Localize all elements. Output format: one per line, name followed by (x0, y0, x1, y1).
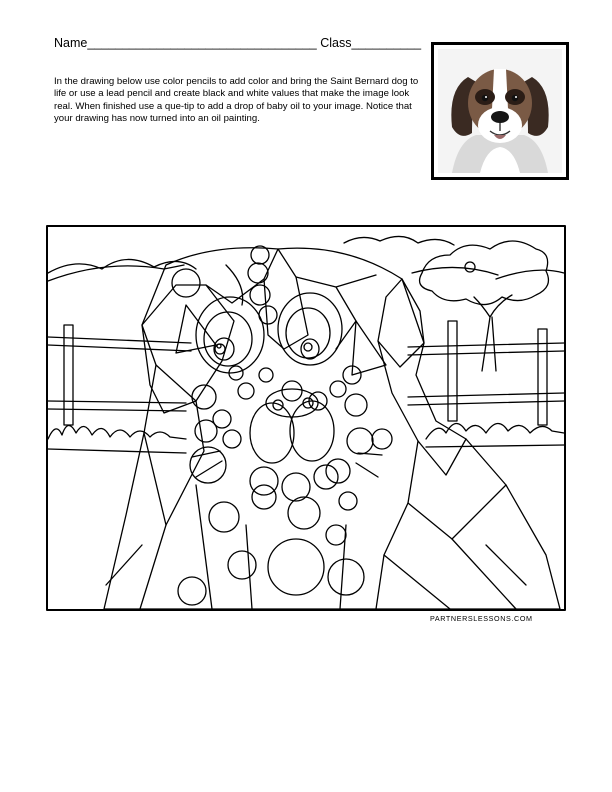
dog-muzzle (192, 389, 382, 501)
reference-photo (431, 42, 569, 180)
drawing-border (47, 226, 565, 610)
dog-eyes (196, 293, 342, 373)
instructions-paragraph: In the drawing below use color pencils to add color and bring the Saint Bernard dog to life or use a lead pencil and create black and white values that make the image look real. When finished use a que-tip to add a drop of baby oil to your image. Notice that your drawing has now turned into an oil painting. (54, 76, 419, 125)
credit-text: PARTNERSLESSONS.COM (430, 614, 533, 623)
name-label: Name_________________________________ (54, 36, 317, 50)
background-landscape (48, 236, 564, 281)
name-class-line (54, 36, 421, 50)
class-label: Class__________ (320, 36, 422, 50)
dog-figure (104, 248, 560, 609)
saint-bernard-photo-icon (438, 49, 562, 173)
coloring-drawing (46, 225, 566, 611)
grass (48, 423, 564, 453)
instructions-text (54, 76, 424, 126)
